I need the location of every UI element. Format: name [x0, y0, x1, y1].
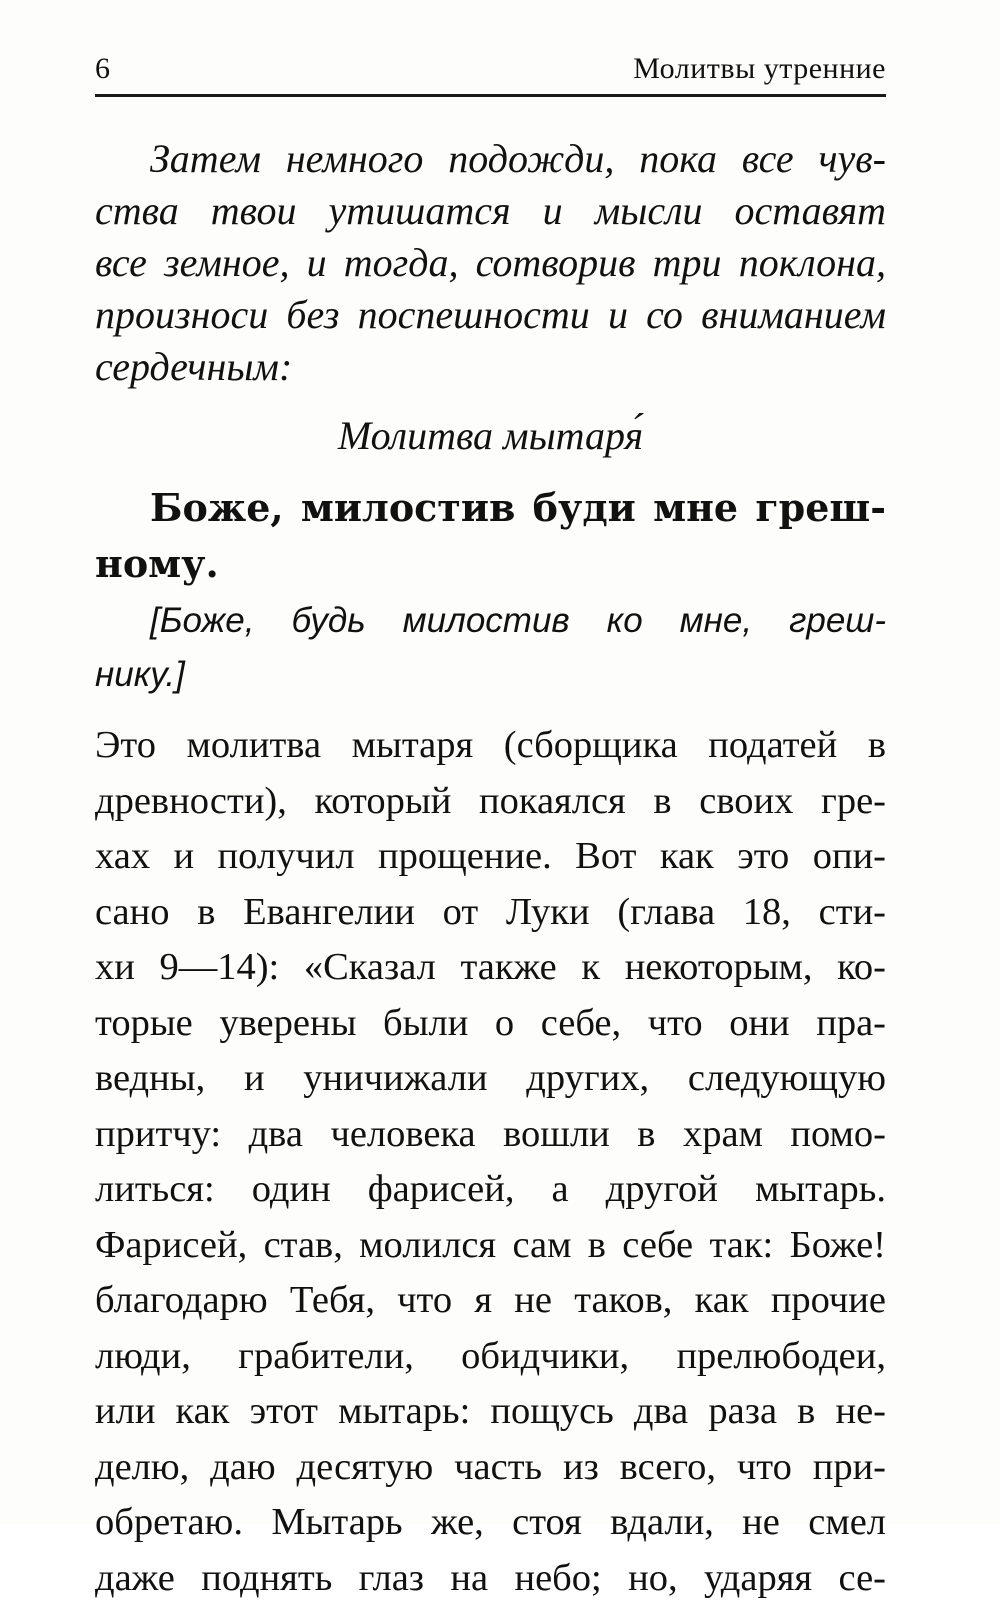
- page-header: [95, 48, 886, 97]
- commentary-line: притчу: два человека вошли в храм помо-: [95, 1107, 886, 1163]
- commentary-line: ведны, и уничижали других, следующую: [95, 1051, 886, 1107]
- commentary-line: благодарю Тебя, что я не таков, как прочие: [95, 1273, 886, 1329]
- prayer-translation: [95, 594, 886, 702]
- commentary-line: сано в Евангелии от Луки (глава 18, сти-: [95, 885, 886, 941]
- commentary-line: Это молитва мытаря (сборщика податей в: [95, 718, 886, 774]
- instruction-line: произноси без поспешности и со вниманием: [95, 289, 886, 341]
- instruction-line: сердечным:: [95, 341, 886, 393]
- instruction-paragraph: [95, 133, 886, 393]
- page-number: 6: [95, 52, 110, 86]
- commentary-line: Фарисей, став, молился сам в себе так: Боже!: [95, 1218, 886, 1274]
- commentary-line: даже поднять глаз на небо; но, ударяя се-: [95, 1551, 886, 1606]
- commentary-line: литься: один фарисей, а другой мытарь.: [95, 1162, 886, 1218]
- prayer-title: Молитва мытаря́: [95, 410, 886, 462]
- commentary-line: люди, грабители, обидчики, прелюбодеи,: [95, 1329, 886, 1385]
- commentary-line: обретаю. Мытарь же, стоя вдали, не смел: [95, 1495, 886, 1551]
- commentary-line: хи 9—14): «Сказал также к некоторым, ко-: [95, 940, 886, 996]
- commentary-line: древности), который покаялся в своих гре-: [95, 774, 886, 830]
- prayer-line: Боже, милостив буди мне греш-: [95, 480, 886, 536]
- translation-line: [Боже, будь милостив ко мне, греш-: [95, 594, 886, 648]
- commentary-line: или как этот мытарь: пощусь два раза в не-: [95, 1384, 886, 1440]
- commentary-line: делю, даю десятую часть из всего, что при-: [95, 1440, 886, 1496]
- instruction-line: ства твои утишатся и мысли оставят: [95, 185, 886, 237]
- prayer-text: [95, 480, 886, 592]
- commentary-paragraph: [95, 718, 886, 1606]
- commentary-line: хах и получил прощение. Вот как это опи-: [95, 829, 886, 885]
- prayer-line: ному.: [95, 536, 886, 592]
- instruction-line: все земное, и тогда, сотворив три поклона,: [95, 237, 886, 289]
- running-title: Молитвы утренние: [633, 52, 886, 86]
- commentary-line: торые уверены были о себе, что они пра-: [95, 996, 886, 1052]
- translation-line: нику.]: [95, 648, 886, 702]
- instruction-line: Затем немного подожди, пока все чув-: [95, 133, 886, 185]
